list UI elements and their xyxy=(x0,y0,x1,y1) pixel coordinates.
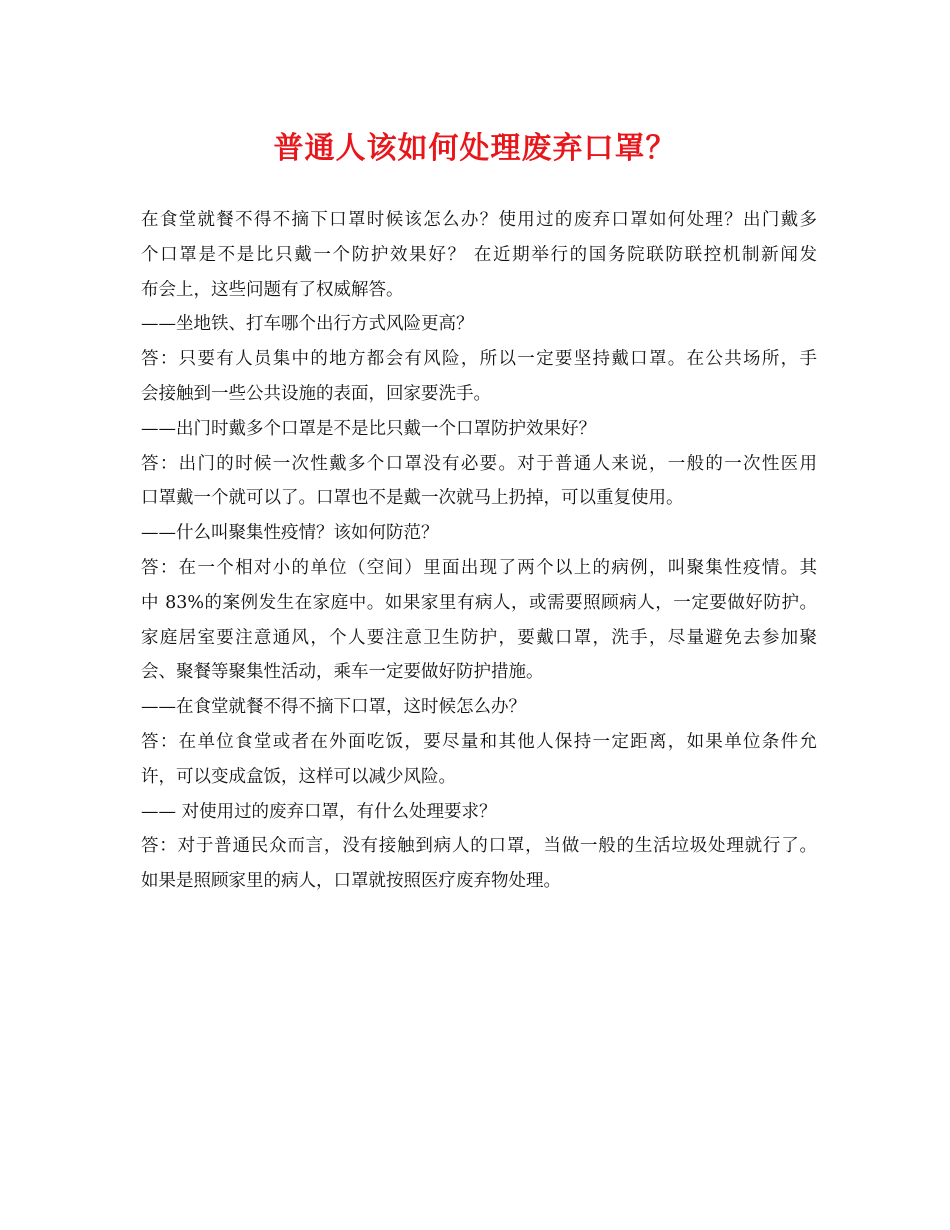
answer-2-line-2: 口罩戴一个就可以了。口罩也不是戴一次就马上扔掉，可以重复使用。 xyxy=(141,488,684,509)
intro-line-3: 布会上，这些问题有了权威解答。 xyxy=(141,279,404,300)
document-title: 普通人该如何处理废弃口罩？ xyxy=(273,131,677,166)
article-body xyxy=(141,203,817,899)
answer-4-line-2: 许，可以变成盒饭，这样可以减少风险。 xyxy=(141,766,456,787)
answer-2-line-1: 答：出门的时候一次性戴多个口罩没有必要。对于普通人来说，一般的一次性医用 xyxy=(141,453,817,474)
answer-1-line-1: 答：只要有人员集中的地方都会有风险，所以一定要坚持戴口罩。在公共场所，手 xyxy=(141,349,817,370)
intro-line-2: 个口罩是不是比只戴一个防护效果好？ 在近期举行的国务院联防联控机制新闻发 xyxy=(141,244,817,265)
answer-3-line-4: 会、聚餐等聚集性活动，乘车一定要做好防护措施。 xyxy=(141,662,544,683)
answer-5-line-1: 答：对于普通民众而言，没有接触到病人的口罩，当做一般的生活垃圾处理就行了。 xyxy=(141,836,817,857)
answer-5-line-2: 如果是照顾家里的病人，口罩就按照医疗废弃物处理。 xyxy=(141,871,561,892)
answer-3-line-3: 家庭居室要注意通风，个人要注意卫生防护，要戴口罩，洗手，尽量避免去参加聚 xyxy=(141,627,817,648)
question-2: ——出门时戴多个口罩是不是比只戴一个口罩防护效果好？ xyxy=(141,418,596,439)
question-1: ——坐地铁、打车哪个出行方式风险更高？ xyxy=(141,314,474,335)
question-5: —— 对使用过的废弃口罩，有什么处理要求？ xyxy=(141,801,497,822)
answer-4-line-1: 答：在单位食堂或者在外面吃饭，要尽量和其他人保持一定距离，如果单位条件允 xyxy=(141,731,817,752)
answer-3-line-1: 答：在一个相对小的单位（空间）里面出现了两个以上的病例，叫聚集性疫情。其 xyxy=(141,557,817,578)
question-4: ——在食堂就餐不得不摘下口罩，这时候怎么办？ xyxy=(141,697,526,718)
answer-3-line-2: 中 83%的案例发生在家庭中。如果家里有病人，或需要照顾病人，一定要做好防护。 xyxy=(141,592,817,613)
answer-1-line-2: 会接触到一些公共设施的表面，回家要洗手。 xyxy=(141,383,491,404)
question-3: ——什么叫聚集性疫情？该如何防范？ xyxy=(141,523,439,544)
intro-line-1: 在食堂就餐不得不摘下口罩时候该怎么办？使用过的废弃口罩如何处理？出门戴多 xyxy=(141,210,817,230)
